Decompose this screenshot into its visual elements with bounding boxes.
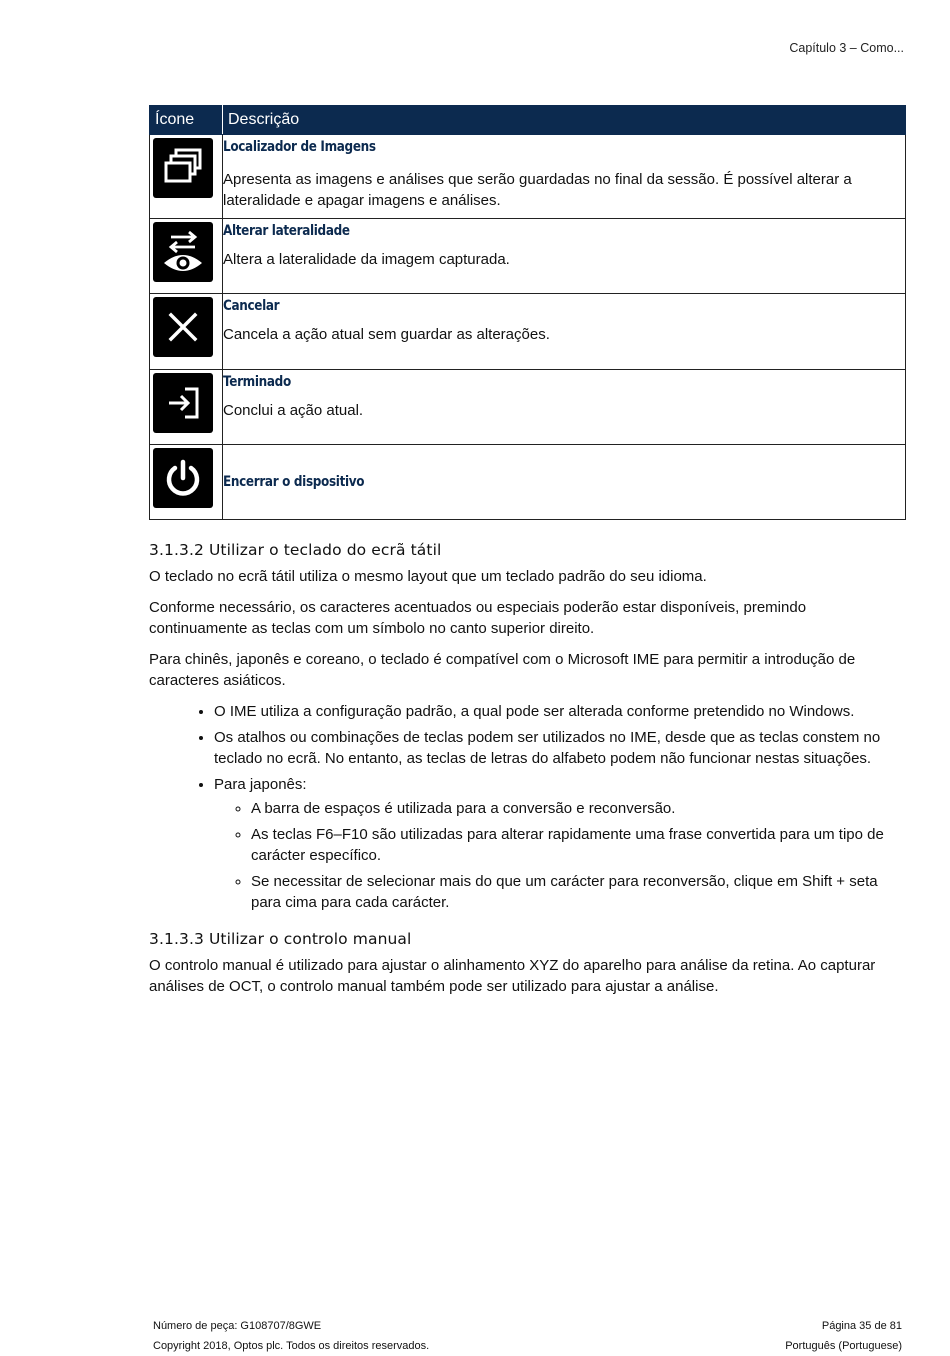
section-heading-keyboard: 3.1.3.2 Utilizar o teclado do ecrã tátil — [149, 541, 442, 559]
row-title: Encerrar o dispositivo — [223, 474, 365, 490]
copyright: Copyright 2018, Optos plc. Todos os direitos reservados. — [153, 1340, 430, 1352]
list-item: • O IME utiliza a configuração padrão, a qual pode ser alterada conforme pretendido no Windows. — [214, 701, 899, 722]
table-header-row — [150, 106, 906, 135]
list-item: ◦ As teclas F6–F10 são utilizadas para alterar rapidamente uma frase convertida para um tipo de carácter específico. — [251, 824, 899, 866]
image-finder-icon — [153, 138, 213, 198]
paragraph: Conforme necessário, os caracteres acentuados ou especiais poderão estar disponíveis, premindo continuamente as teclas com um símbolo no canto superior direito. — [149, 599, 807, 637]
list-item-text: Para japonês: — [214, 776, 307, 793]
paragraph: O teclado no ecrã tátil utiliza o mesmo layout que um teclado padrão do seu idioma. — [149, 568, 707, 585]
list-item: ◦ A barra de espaços é utilizada para a conversão e reconversão. — [251, 798, 899, 819]
sub-bullet-list — [214, 798, 899, 913]
row-title: Terminado — [223, 374, 291, 390]
part-number: Número de peça: G108707/8GWE — [153, 1320, 322, 1332]
row-title: Cancelar — [223, 298, 280, 314]
table-row — [150, 294, 906, 370]
row-description: Cancela a ação atual sem guardar as alterações. — [223, 326, 550, 343]
paragraph: O controlo manual é utilizado para ajustar o alinhamento XYZ do aparelho para análise da retina. Ao capturar análises de OCT, o controlo manual também pode ser utilizado para ajustar a análise. — [149, 957, 876, 995]
table-row — [150, 445, 906, 520]
list-item: • Os atalhos ou combinações de teclas podem ser utilizados no IME, desde que as teclas constem no teclado no ecrã. No entanto, as teclas de letras do alfabeto podem não funcionar nestas situações. — [214, 727, 899, 769]
change-laterality-icon — [153, 222, 213, 282]
table-row — [150, 219, 906, 294]
paragraph: Para chinês, japonês e coreano, o teclado é compatível com o Microsoft IME para permitir a introdução de caracteres asiáticos. — [149, 651, 856, 689]
power-icon — [153, 448, 213, 508]
list-item — [214, 774, 899, 913]
row-description: Apresenta as imagens e análises que serão guardadas no final da sessão. É possível alterar a lateralidade e apagar imagens e análises. — [223, 171, 852, 209]
table-row — [150, 135, 906, 219]
list-item: ◦ Se necessitar de selecionar mais do que um carácter para reconversão, clique em Shift + seta para cima para cada carácter. — [251, 871, 899, 913]
language: Português (Portuguese) — [785, 1340, 902, 1352]
bullet-list — [149, 701, 899, 913]
page-number: Página 35 de 81 — [821, 1320, 902, 1332]
row-title: Alterar lateralidade — [223, 223, 350, 239]
running-head: Capítulo 3 – Como... — [789, 41, 904, 55]
table-row — [150, 370, 906, 445]
footer-left — [153, 1316, 429, 1356]
icon-table — [149, 105, 906, 520]
cancel-icon — [153, 297, 213, 357]
row-description: Altera a lateralidade da imagem capturada. — [223, 251, 510, 268]
footer-right — [785, 1316, 902, 1356]
section-heading-manual: 3.1.3.3 Utilizar o controlo manual — [149, 930, 412, 948]
finish-icon — [153, 373, 213, 433]
column-header-icon: Ícone — [150, 106, 223, 135]
row-description: Conclui a ação atual. — [223, 402, 364, 419]
main-content — [149, 540, 899, 1007]
row-title: Localizador de Imagens — [223, 139, 376, 155]
column-header-description: Descrição — [223, 106, 906, 135]
